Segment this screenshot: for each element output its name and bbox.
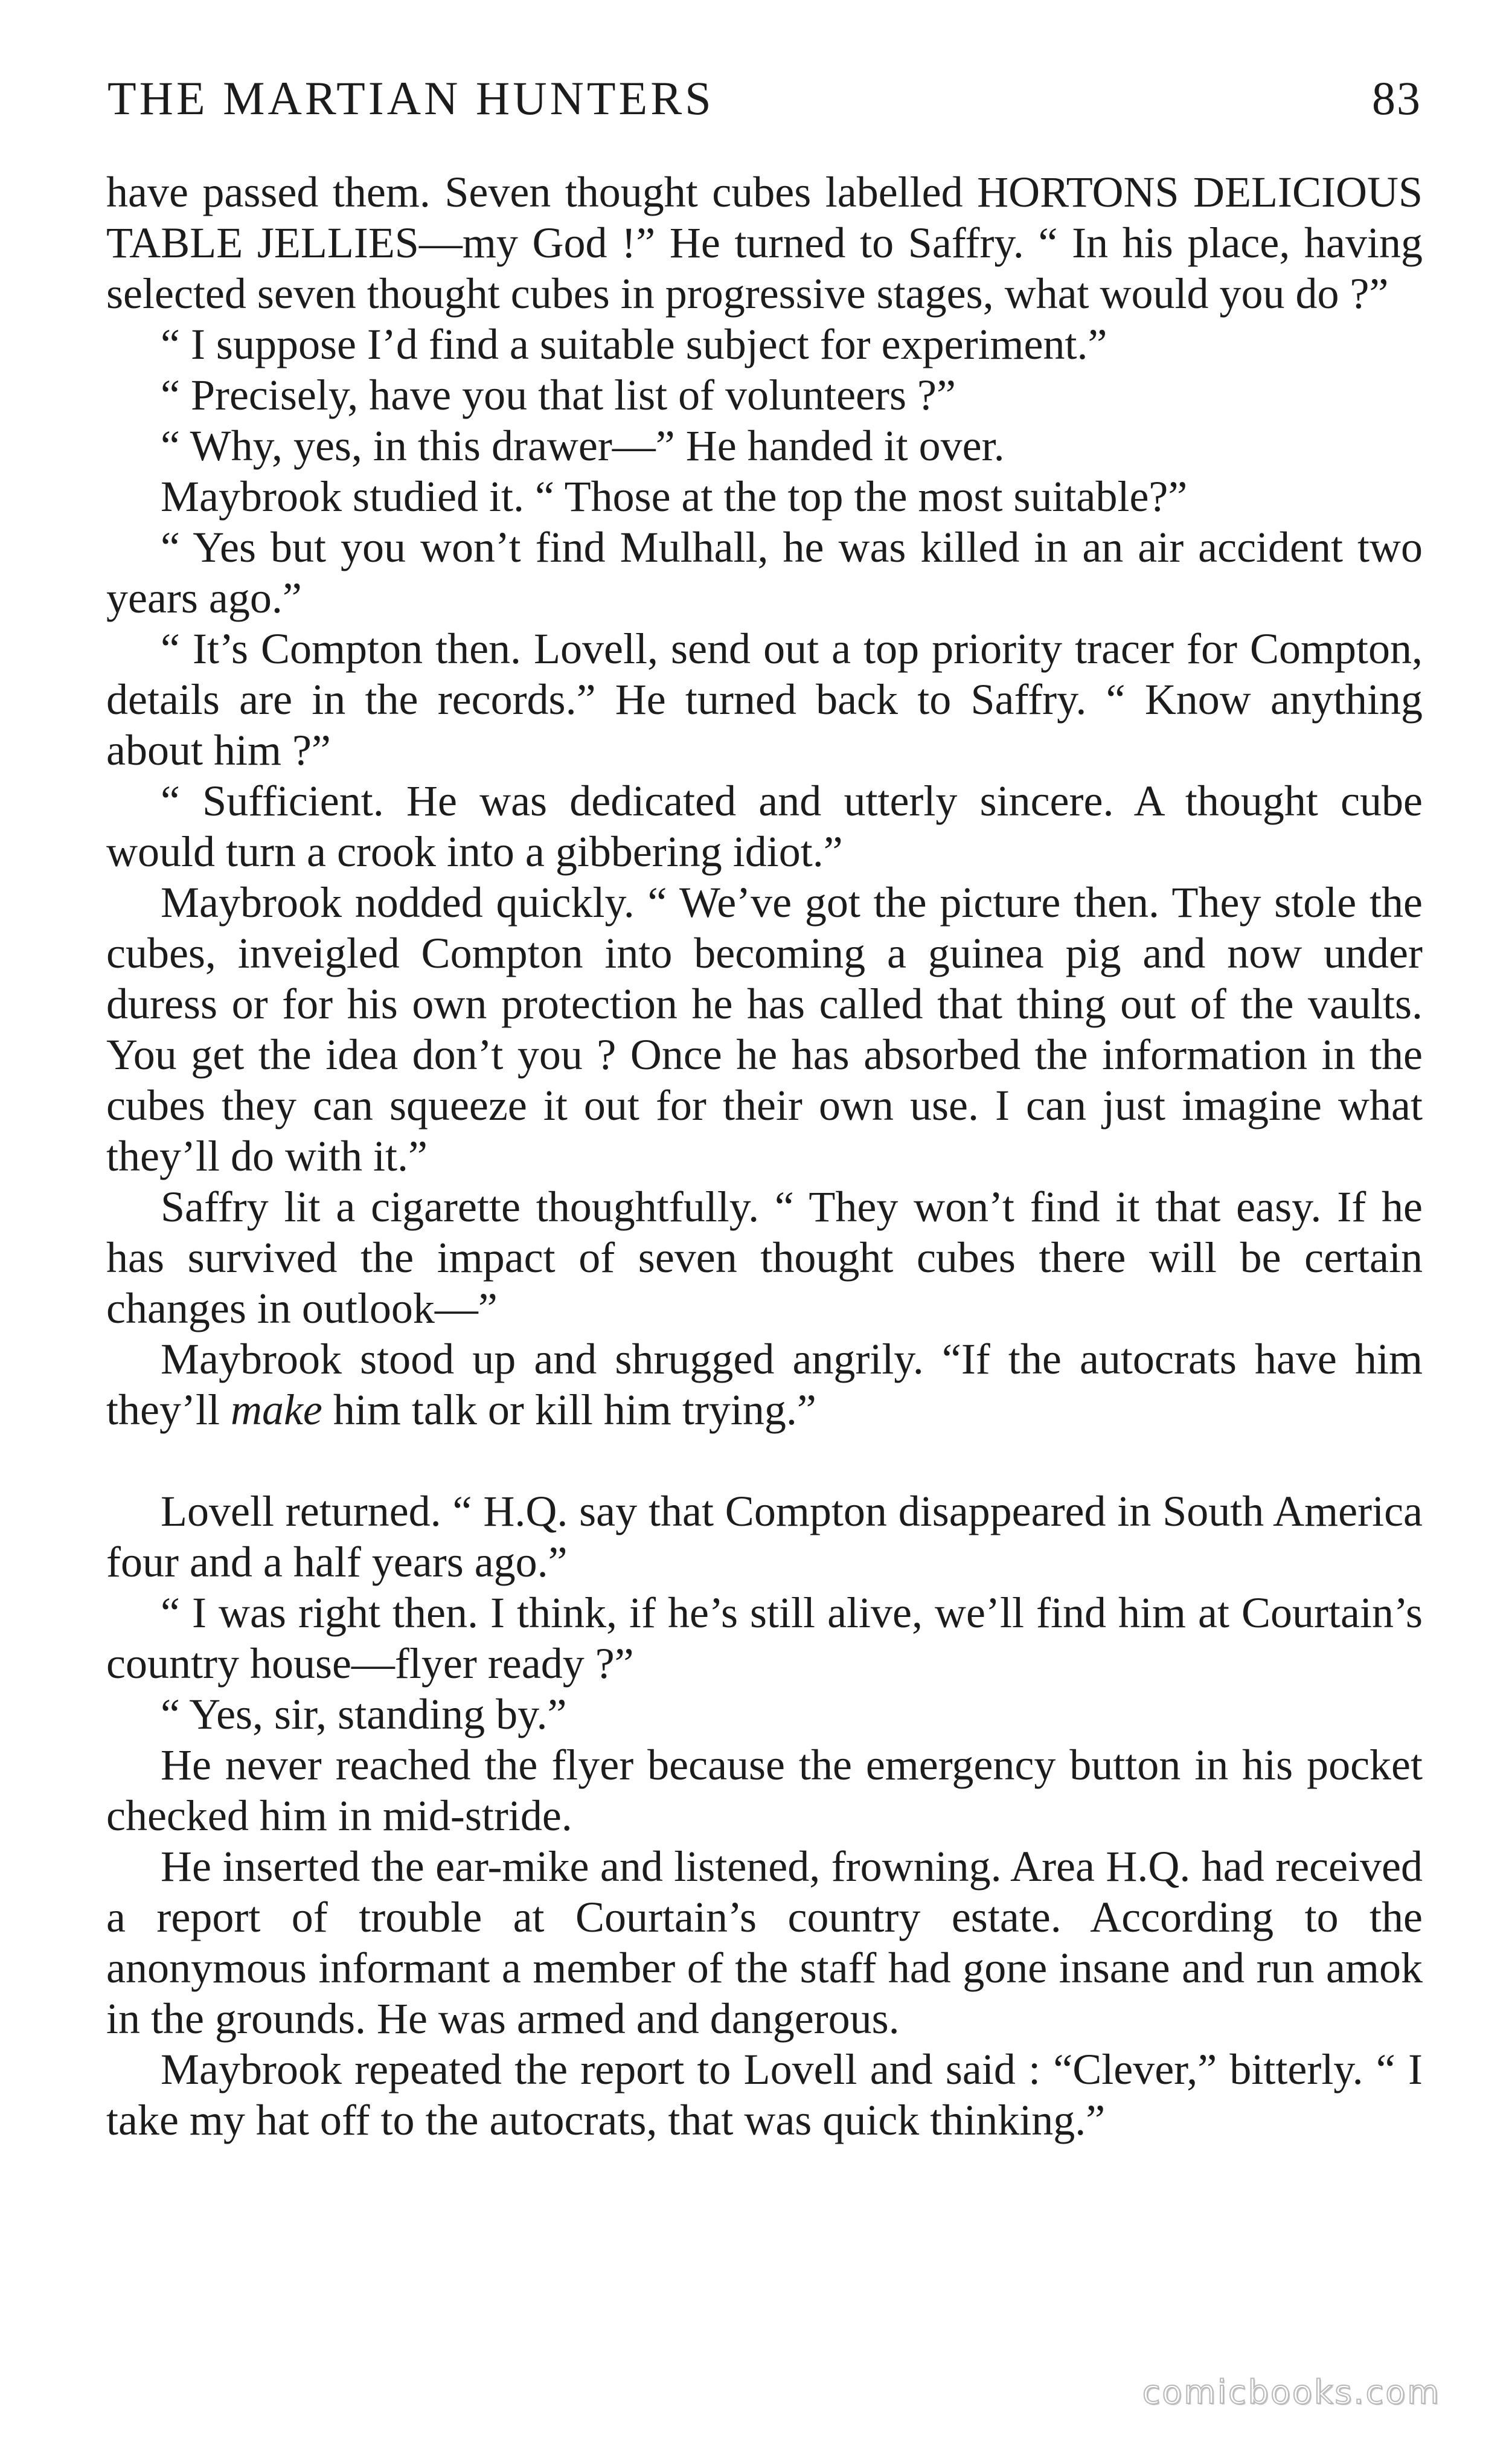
paragraph: “ Why, yes, in this drawer—” He handed it over. bbox=[161, 422, 1005, 470]
paragraph: “ Sufficient. He was dedicated and utterly sincere. A thought cube would turn a crook into a gibbering idiot.” bbox=[106, 777, 1423, 876]
page-number: 83 bbox=[1372, 72, 1421, 124]
paragraph: He inserted the ear-mike and listened, frowning. Area H.Q. had received a report of trouble at Courtain’s country estate. According to the anonymous informant a member of the staff had gone insane and run amok in the grounds. He was armed and dangerous. bbox=[106, 1842, 1423, 2043]
paragraph: have passed them. Seven thought cubes labelled HORTONS DELICIOUS TABLE JELLIES—my God !” He turned to Saffry. “ In his place, having selected seven thought cubes in progressive stages, what would you do ?” bbox=[106, 168, 1423, 318]
paragraph bbox=[106, 1334, 1423, 1435]
page-header bbox=[107, 71, 1421, 132]
emphasized-word: make bbox=[230, 1386, 322, 1434]
paragraph: “ It’s Compton then. Lovell, send out a top priority tracer for Compton, details are in the records.” He turned back to Saffry. “ Know anything about him ?” bbox=[106, 625, 1423, 774]
section-break bbox=[106, 1435, 1423, 1486]
paragraph: Maybrook nodded quickly. “ We’ve got the picture then. They stole the cubes, inveigled Compton into becoming a guinea pig and now under duress or for his own protection he has called that thing out of the vaults. You get the idea don’t you ? Once he has absorbed the information in the cubes they can squeeze it out for their own use. I can just imagine what they’ll do with it.” bbox=[106, 878, 1423, 1180]
paragraph: “ Precisely, have you that list of volunteers ?” bbox=[161, 371, 956, 419]
paragraph: He never reached the flyer because the emergency button in his pocket checked him in mid-stride. bbox=[106, 1741, 1423, 1840]
paragraph: Saffry lit a cigarette thoughtfully. “ They won’t find it that easy. If he has survived the impact of seven thought cubes there will be certain changes in outlook—” bbox=[106, 1183, 1423, 1332]
watermark-logo: comicbooks.com bbox=[1142, 2373, 1441, 2411]
paragraph-text: him talk or kill him trying.” bbox=[322, 1386, 816, 1434]
paragraph-text: Maybrook stood up and shrugged angrily. “If the autocrats have him they’ll bbox=[106, 1335, 1423, 1434]
paragraph: “ I suppose I’d find a suitable subject for experiment.” bbox=[161, 320, 1107, 368]
paragraph: Maybrook studied it. “ Those at the top the most suitable?” bbox=[161, 472, 1188, 521]
running-title: THE MARTIAN HUNTERS bbox=[107, 72, 714, 124]
paragraph: “ Yes, sir, standing by.” bbox=[161, 1690, 567, 1738]
paragraph: “ I was right then. I think, if he’s still alive, we’ll find him at Courtain’s country house—flyer ready ?” bbox=[106, 1589, 1423, 1688]
body-text bbox=[106, 167, 1423, 2145]
paragraph: Lovell returned. “ H.Q. say that Compton disappeared in South America four and a half years ago.” bbox=[106, 1487, 1423, 1586]
paragraph: “ Yes but you won’t find Mulhall, he was killed in an air accident two years ago.” bbox=[106, 523, 1423, 622]
paragraph: Maybrook repeated the report to Lovell and said : “Clever,” bitterly. “ I take my hat off to the autocrats, that was quick thinking.” bbox=[106, 2045, 1423, 2144]
